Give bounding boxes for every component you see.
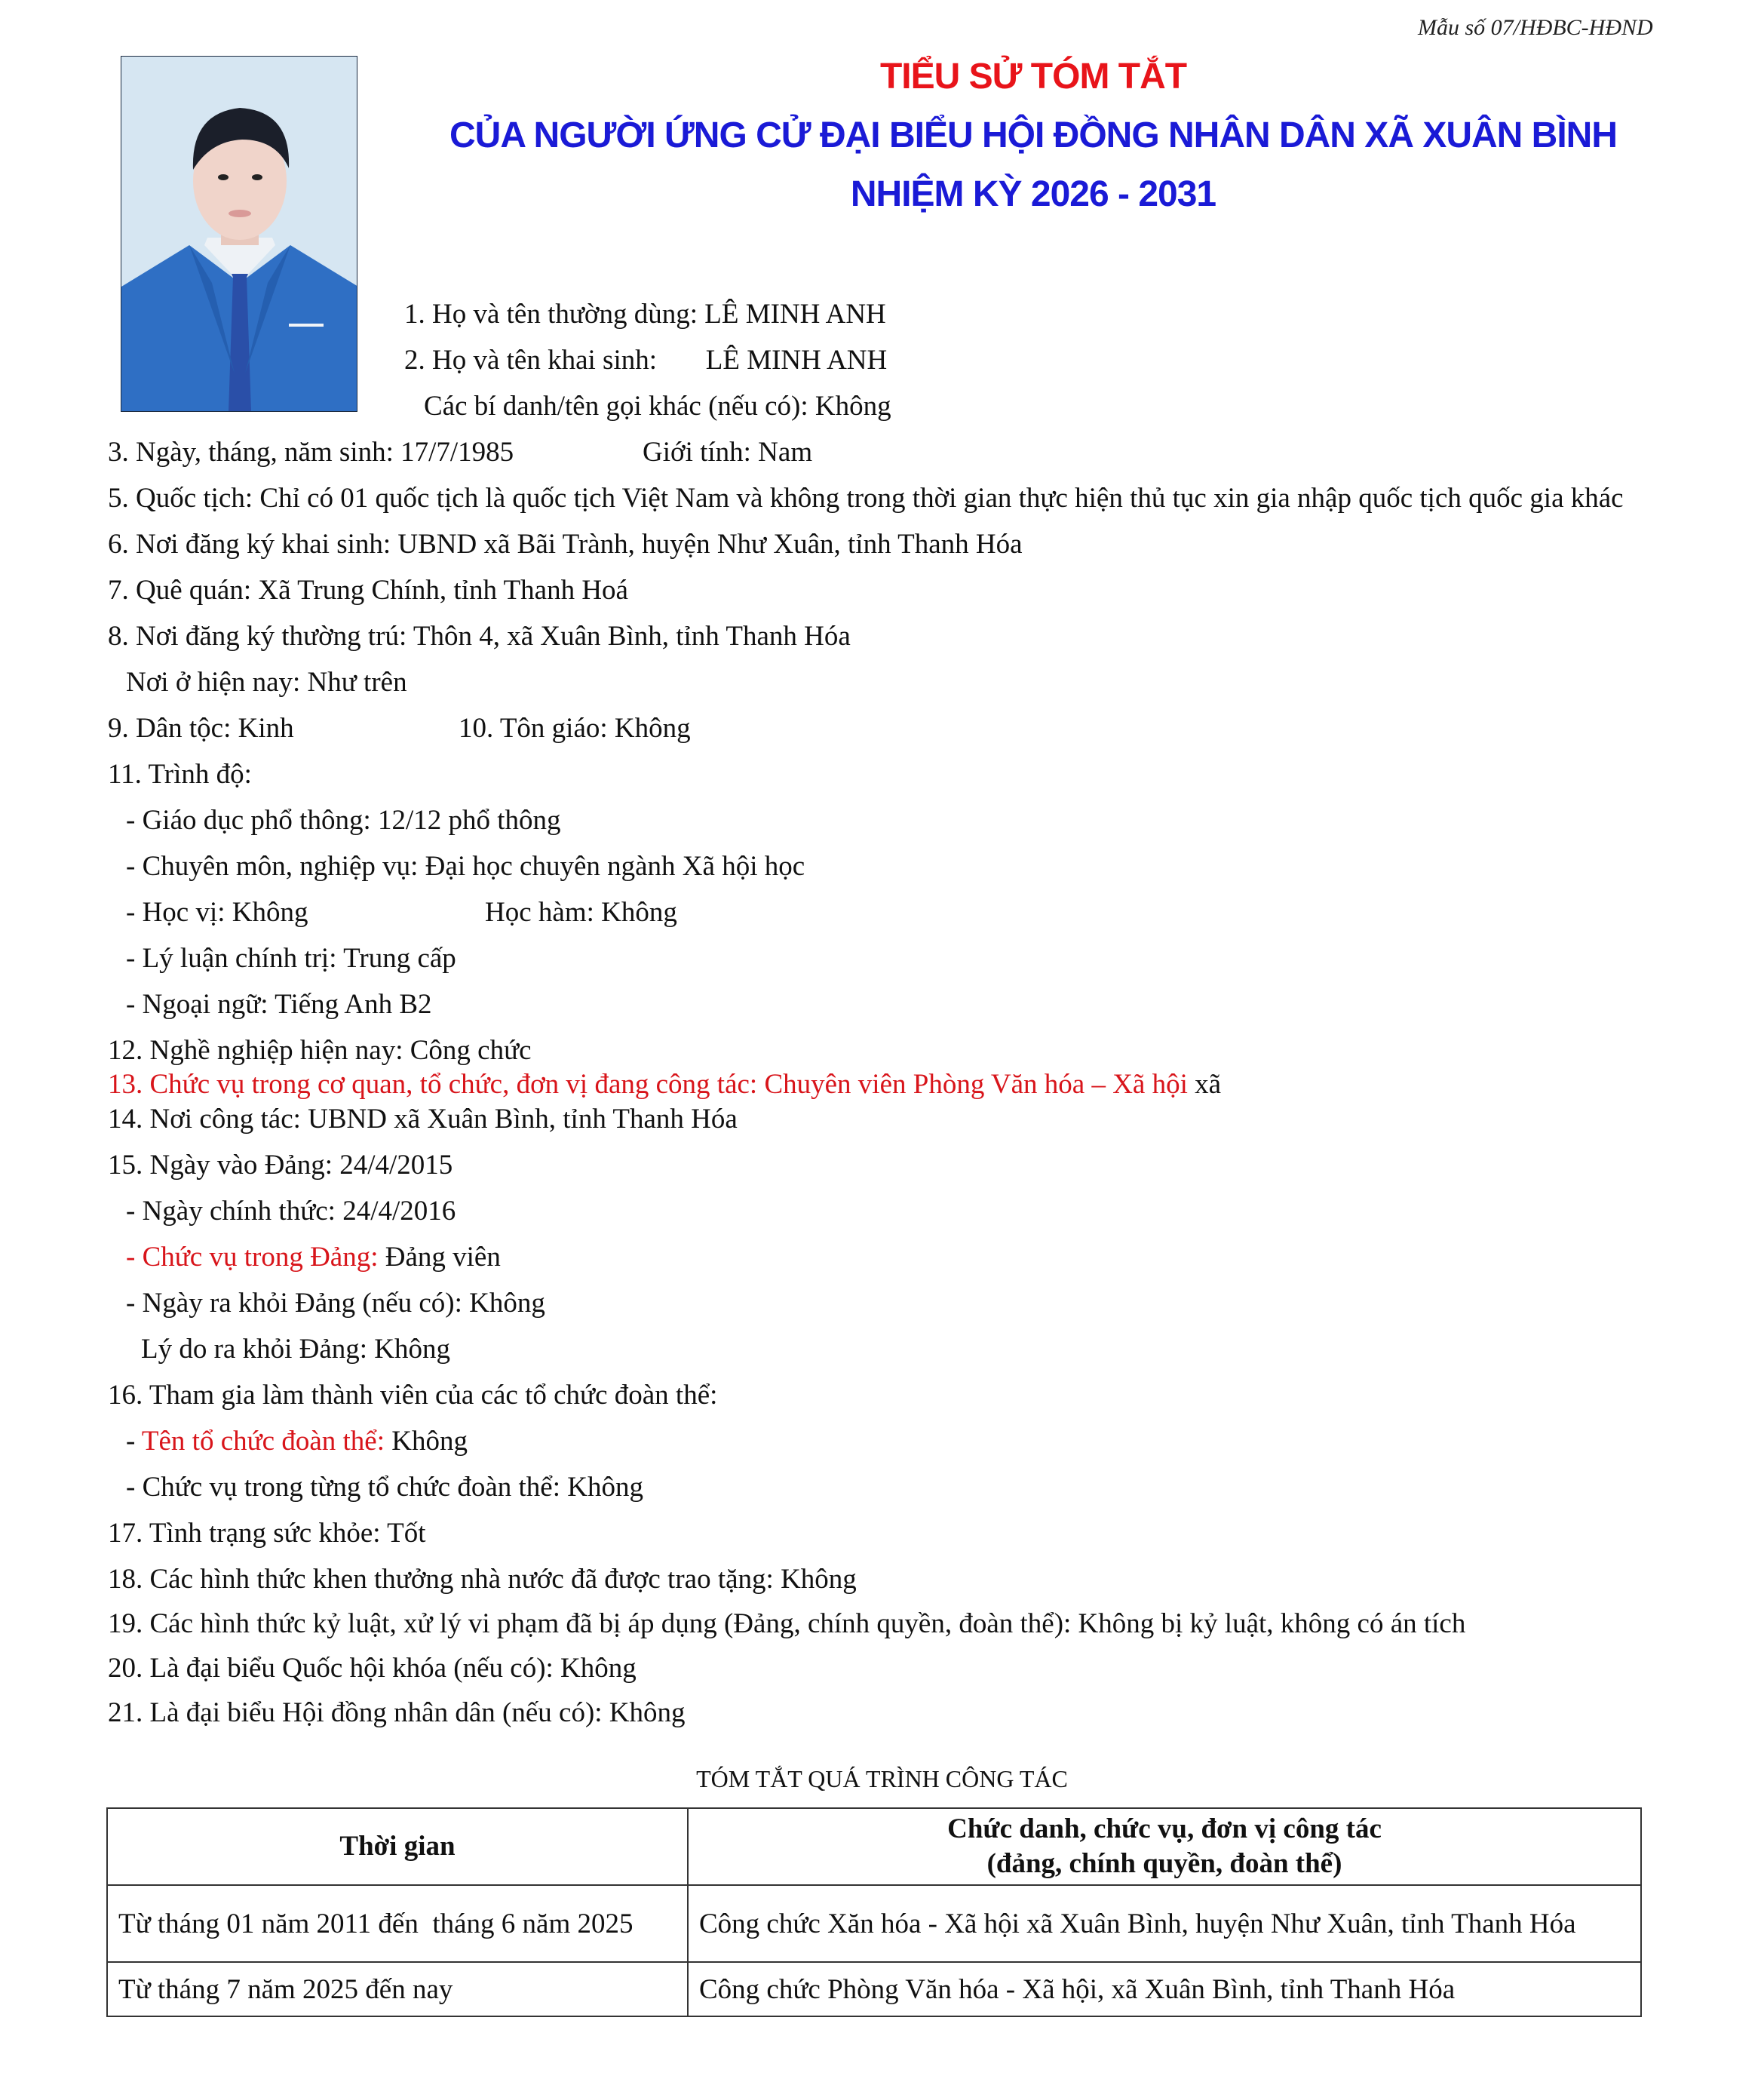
field-current-residence: Nơi ở hiện nay: Như trên <box>126 667 407 698</box>
header-period: Thời gian <box>107 1808 688 1885</box>
field-peoples-council: 21. Là đại biểu Hội đồng nhân dân (nếu có): Không <box>108 1697 686 1728</box>
row-position: Công chức Phòng Văn hóa - Xã hội, xã Xuân Bình, tỉnh Thanh Hóa <box>688 1962 1641 2016</box>
field-hometown: 7. Quê quán: Xã Trung Chính, tỉnh Thanh Hoá <box>108 575 628 606</box>
field-general-education: - Giáo dục phổ thông: 12/12 phổ thông <box>126 805 561 836</box>
title-biography: TIỂU SỬ TÓM TẮT <box>879 57 1187 97</box>
header-position <box>688 1808 1641 1885</box>
field-aliases: Các bí danh/tên gọi khác (nếu có): Không <box>424 391 891 422</box>
dash: - <box>126 1426 142 1457</box>
field-party-join-date: 15. Ngày vào Đảng: 24/4/2015 <box>108 1150 453 1181</box>
field-current-position-suffix: xã <box>1187 1069 1222 1100</box>
header-position-line2: (đảng, chính quyền, đoàn thể) <box>986 1848 1342 1879</box>
row-period: Từ tháng 01 năm 2011 đến tháng 6 năm 2025 <box>107 1885 688 1962</box>
work-history-title: TÓM TẮT QUÁ TRÌNH CÔNG TÁC <box>696 1765 1068 1792</box>
field-permanent-residence: 8. Nơi đăng ký thường trú: Thôn 4, xã Xuân Bình, tỉnh Thanh Hóa <box>108 621 851 652</box>
field-academic-degree: - Học vị: Không <box>126 897 308 928</box>
field-party-official-date: - Ngày chính thức: 24/4/2016 <box>126 1196 456 1227</box>
field-gender: Giới tính: Nam <box>643 437 813 468</box>
field-nationality: 5. Quốc tịch: Chỉ có 01 quốc tịch là quốc tịch Việt Nam và không trong thời gian thực hiện thủ tục xin gia nhập quốc tịch quốc gia khác <box>108 483 1624 514</box>
field-organization-name-label: Tên tổ chức đoàn thể: <box>141 1426 385 1457</box>
title-term: NHIỆM KỲ 2026 - 2031 <box>850 174 1216 214</box>
work-history-table <box>106 1807 1642 2017</box>
field-date-of-birth: 3. Ngày, tháng, năm sinh: 17/7/1985 <box>108 437 514 468</box>
field-birth-name: 2. Họ và tên khai sinh: LÊ MINH ANH <box>404 345 888 376</box>
table-row <box>107 1885 1641 1962</box>
candidate-photo <box>121 56 357 412</box>
field-party-leave-reason: Lý do ra khỏi Đảng: Không <box>141 1334 451 1365</box>
field-current-position <box>108 1068 1221 1101</box>
field-specialization: - Chuyên môn, nghiệp vụ: Đại học chuyên ngành Xã hội học <box>126 851 805 882</box>
field-organization-name <box>126 1425 468 1458</box>
field-organization-position: - Chức vụ trong từng tổ chức đoàn thể: Không <box>126 1472 643 1503</box>
portrait-icon <box>121 57 357 412</box>
table-row <box>107 1962 1641 2016</box>
field-party-position <box>126 1241 501 1274</box>
field-common-name: 1. Họ và tên thường dùng: LÊ MINH ANH <box>404 299 886 330</box>
field-birth-registration: 6. Nơi đăng ký khai sinh: UBND xã Bãi Trành, huyện Như Xuân, tỉnh Thanh Hóa <box>108 529 1023 560</box>
field-political-theory: - Lý luận chính trị: Trung cấp <box>126 943 456 974</box>
form-code: Mẫu số 07/HĐBC-HĐND <box>1418 15 1653 40</box>
field-awards: 18. Các hình thức khen thưởng nhà nước đã được trao tặng: Không <box>108 1564 857 1595</box>
field-occupation: 12. Nghề nghiệp hiện nay: Công chức <box>108 1035 532 1066</box>
field-organization-name-value: Không <box>385 1426 468 1457</box>
field-current-position-label: 13. Chức vụ trong cơ quan, tổ chức, đơn vị đang công tác: Chuyên viên Phòng Văn hóa – Xã hội <box>108 1069 1188 1100</box>
field-foreign-language: - Ngoại ngữ: Tiếng Anh B2 <box>126 989 432 1020</box>
field-party-position-label: - Chức vụ trong Đảng: <box>126 1242 379 1273</box>
field-disciplinary: 19. Các hình thức kỷ luật, xử lý vi phạm đã bị áp dụng (Đảng, chính quyền, đoàn thể): Không bị kỷ luật, không có án tích <box>108 1608 1466 1639</box>
row-period: Từ tháng 7 năm 2025 đến nay <box>107 1962 688 2016</box>
field-workplace: 14. Nơi công tác: UBND xã Xuân Bình, tỉnh Thanh Hóa <box>108 1104 738 1135</box>
title-candidate: CỦA NGƯỜI ỨNG CỬ ĐẠI BIỂU HỘI ĐỒNG NHÂN DÂN XÃ XUÂN BÌNH <box>449 115 1617 155</box>
field-national-assembly: 20. Là đại biểu Quốc hội khóa (nếu có): Không <box>108 1653 637 1684</box>
table-header-row <box>107 1808 1641 1885</box>
field-party-position-value: Đảng viên <box>378 1242 501 1273</box>
field-religion: 10. Tôn giáo: Không <box>459 713 691 744</box>
field-education-heading: 11. Trình độ: <box>108 759 252 790</box>
row-position: Công chức Xăn hóa - Xã hội xã Xuân Bình, huyện Như Xuân, tỉnh Thanh Hóa <box>688 1885 1641 1962</box>
field-academic-title: Học hàm: Không <box>485 897 677 928</box>
header-position-line1: Chức danh, chức vụ, đơn vị công tác <box>947 1813 1382 1844</box>
field-party-leave-date: - Ngày ra khỏi Đảng (nếu có): Không <box>126 1288 545 1319</box>
field-ethnicity: 9. Dân tộc: Kinh <box>108 713 294 744</box>
field-organizations-heading: 16. Tham gia làm thành viên của các tổ chức đoàn thể: <box>108 1380 718 1411</box>
field-health-status: 17. Tình trạng sức khỏe: Tốt <box>108 1518 426 1549</box>
